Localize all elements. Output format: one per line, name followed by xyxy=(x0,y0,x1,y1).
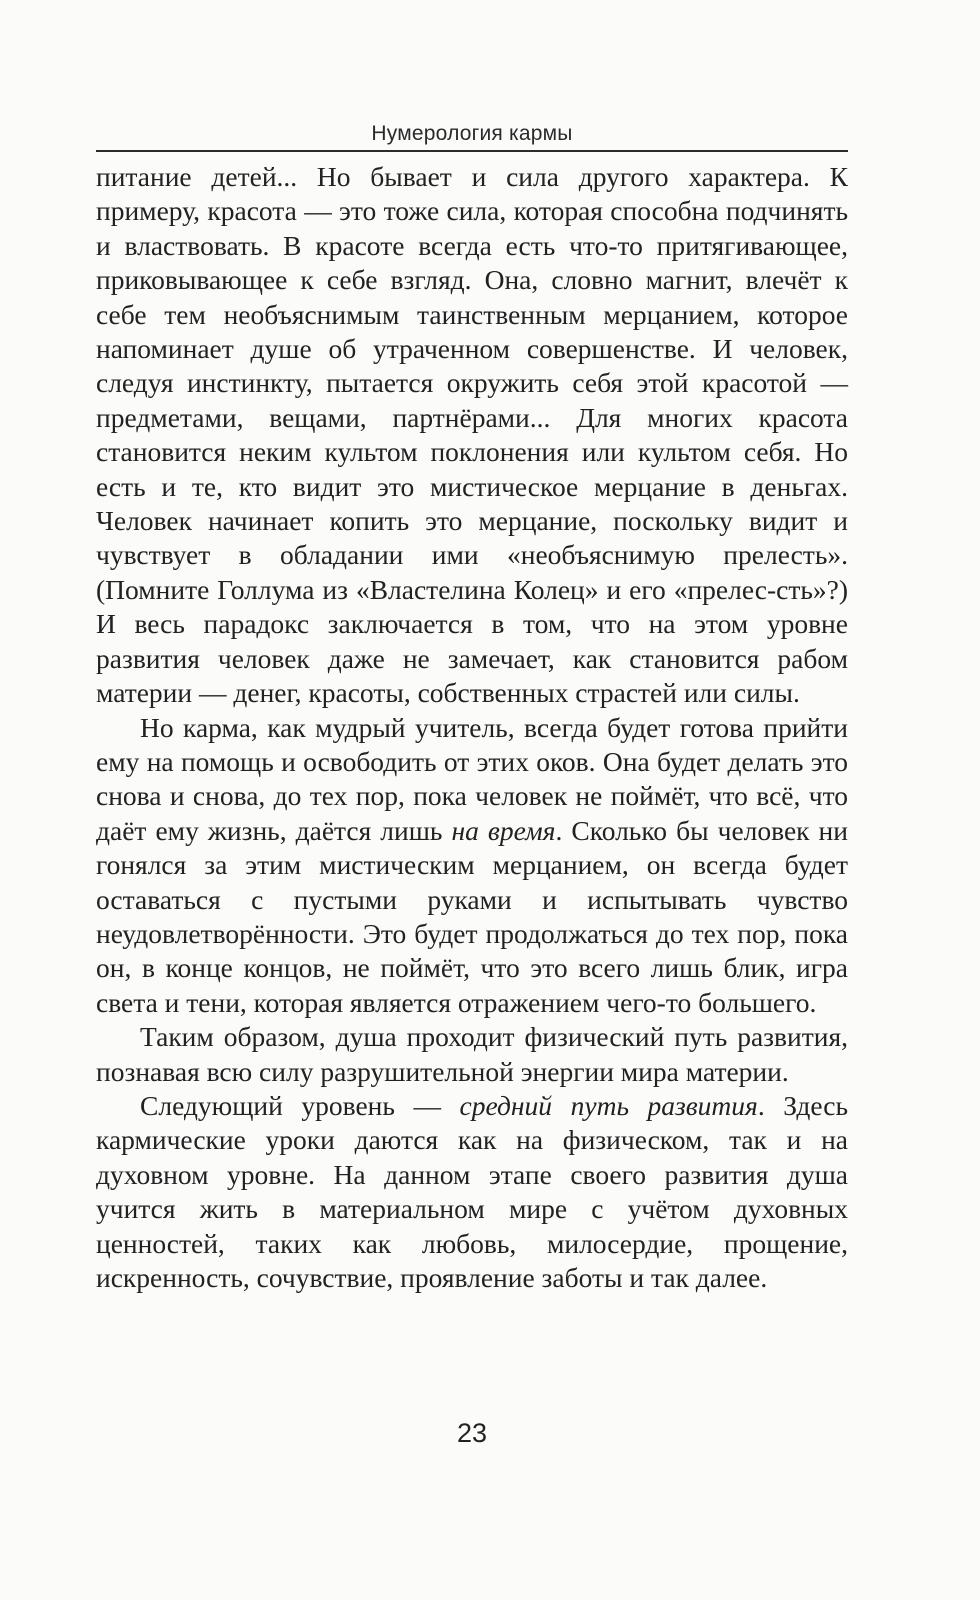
paragraph xyxy=(96,1020,848,1089)
page-number: 23 xyxy=(456,1418,488,1448)
emphasis-text: средний путь развития xyxy=(459,1089,758,1121)
emphasis-text: на время xyxy=(451,814,556,846)
text-segment: Следующий уровень — xyxy=(140,1089,460,1121)
paragraph xyxy=(96,711,848,1021)
text-segment: питание детей... Но бывает и сила другого характера. К примеру, красота — это тоже сила, которая способна подчинять и властвовать. В красоте всегда есть что-то притягивающее, приковывающее к себе взгляд. Она, словно магнит, влечёт к себе тем необъяснимым таинственным мерцанием, которое напоминает душе об утраченном совершенстве. И человек, следуя инстинкту, пытается окружить себя этой красотой — предметами, вещами, партнёрами... Для многих красота становится неким культом поклонения или культом себя. Но есть и те, кто видит это мистическое мерцание в деньгах. Человек начинает копить это мерцание, поскольку видит и чувствует в обладании ими «необъяснимую прелесть». (Помните Голлума из «Властелина Колец» и его «прелес-сть»?) И весь парадокс заключается в том, что на этом уровне развития человек даже не замечает, как становится рабом материи — денег, красоты, собственных страстей или силы. xyxy=(96,161,848,709)
paragraph xyxy=(96,1089,848,1295)
header-rule xyxy=(96,150,848,152)
paragraph xyxy=(96,160,848,711)
body-text xyxy=(96,160,848,1295)
text-segment: Но карма, как мудрый учитель, всегда будет готова прийти ему на помощь и освободить от этих оков. Она будет делать это снова и снова, до тех пор, пока человек не поймёт, что всё, что даёт ему жизнь, даётся лишь xyxy=(96,711,848,846)
text-segment: . Сколько бы человек ни гонялся за этим мистическим мерцанием, он всегда будет оставаться с пустыми руками и испытывать чувство неудовлетворённости. Это будет продолжаться до тех пор, пока он, в конце концов, не поймёт, что это всего лишь блик, игра света и тени, которая является отражением чего-то большего. xyxy=(96,814,848,1018)
running-head-title: Нумерология кармы xyxy=(371,122,573,145)
text-segment: Таким образом, душа проходит физический путь развития, познавая всю силу разрушительной энергии мира материи. xyxy=(96,1021,848,1087)
text-segment: . Здесь кармические уроки даются как на физическом, так и на духовном уровне. На данном этапе своего развития душа учится жить в материальном мире с учётом духовных ценностей, таких как любовь, милосердие, прощение, искренность, сочувствие, проявление заботы и так далее. xyxy=(96,1089,848,1293)
